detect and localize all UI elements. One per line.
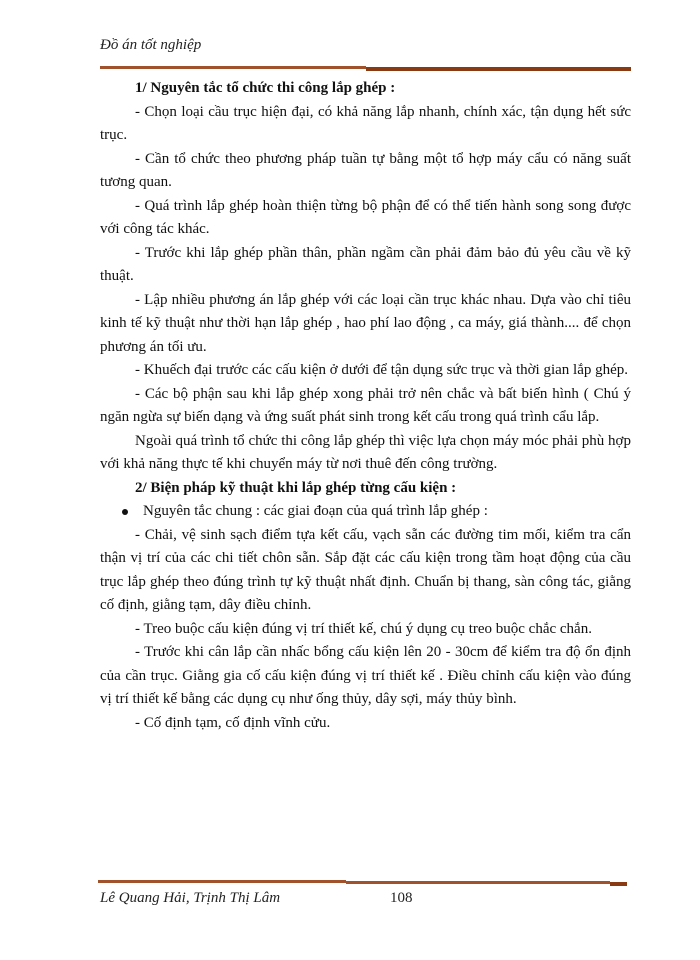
paragraph: - Cần tổ chức theo phương pháp tuần tự bằng một tổ hợp máy cẩu có năng suất tương quan. [100,150,631,190]
paragraph: - Trước khi lắp ghép phần thân, phần ngầm cần phải đảm bảo đủ yêu cầu về kỹ thuật. [100,244,631,284]
bullet-text: Nguyên tắc chung : các giai đoạn của quá trình lắp ghép : [143,503,488,519]
section-heading: 2/ Biện pháp kỹ thuật khi lắp ghép từng cấu kiện : [135,479,457,496]
bullet-icon [122,509,128,515]
paragraph: - Trước khi cân lắp cần nhấc bổng cấu kiện lên 20 - 30cm để kiểm tra độ ổn định của cần trục. Giằng gia cố cấu kiện đúng vị trí thiết kế . Điều chỉnh cấu kiện vào đúng vị trí thiết kế bằng các dụng cụ như ống thủy, dây sợi, máy thủy bình. [100,644,631,707]
footer-rule-right [610,882,627,886]
header-rule-right [366,67,631,71]
paragraph: - Treo buộc cấu kiện đúng vị trí thiết kế, chú ý dụng cụ treo buộc chắc chắn. [135,620,592,637]
paragraph: - Chọn loại cầu trục hiện đại, có khả năng lắp nhanh, chính xác, tận dụng hết sức trục. [100,103,631,143]
document-body [100,77,631,735]
paragraph: - Các bộ phận sau khi lắp ghép xong phải trở nên chắc và bất biến hình ( Chú ý ngăn ngừa sự biến dạng và ứng suất phát sinh trong kết cấu trong quá trình cẩu lắp. [100,385,631,425]
paragraph: - Lập nhiều phương án lắp ghép với các loại cần trục khác nhau. Dựa vào chỉ tiêu kinh tế kỹ thuật như thời hạn lắp ghép , hao phí lao động , ca máy, giá thành.... để chọn phương án tối ưu. [100,291,631,355]
paragraph: - Cố định tạm, cố định vĩnh cửu. [135,714,331,731]
footer-author: Lê Quang Hải, Trịnh Thị Lâm [100,890,281,906]
section-heading: 1/ Nguyên tắc tổ chức thi công lắp ghép : [135,80,396,96]
paragraph: - Quá trình lắp ghép hoàn thiện từng bộ phận để có thể tiến hành song song được với công tác khác. [100,197,631,237]
header-title: Đồ án tốt nghiệp [100,37,202,53]
bullet-item [100,500,631,524]
footer-rule-left [98,880,346,883]
footer-rule-middle [346,881,610,884]
paragraph: - Chải, vệ sinh sạch điểm tựa kết cấu, vạch sẵn các đường tim mối, kiểm tra cẩn thận vị trí của các chi tiết chôn sẵn. Sắp đặt các cấu kiện trong tầm hoạt động của cầu trục lắp ghép theo đúng trình tự kỹ thuật nhất định. Chuẩn bị thang, sàn công tác, giằng cố định, giằng tạm, dây điều chỉnh. [100,526,631,613]
page-number: 108 [390,890,413,906]
paragraph: Ngoài quá trình tổ chức thi công lắp ghép thì việc lựa chọn máy móc phải phù hợp với khả năng thực tế khi chuyển máy từ nơi thuê đến công trường. [100,432,631,472]
header-rule-left [100,66,366,69]
paragraph: - Khuếch đại trước các cấu kiện ở dưới để tận dụng sức trục và thời gian lắp ghép. [135,362,629,378]
